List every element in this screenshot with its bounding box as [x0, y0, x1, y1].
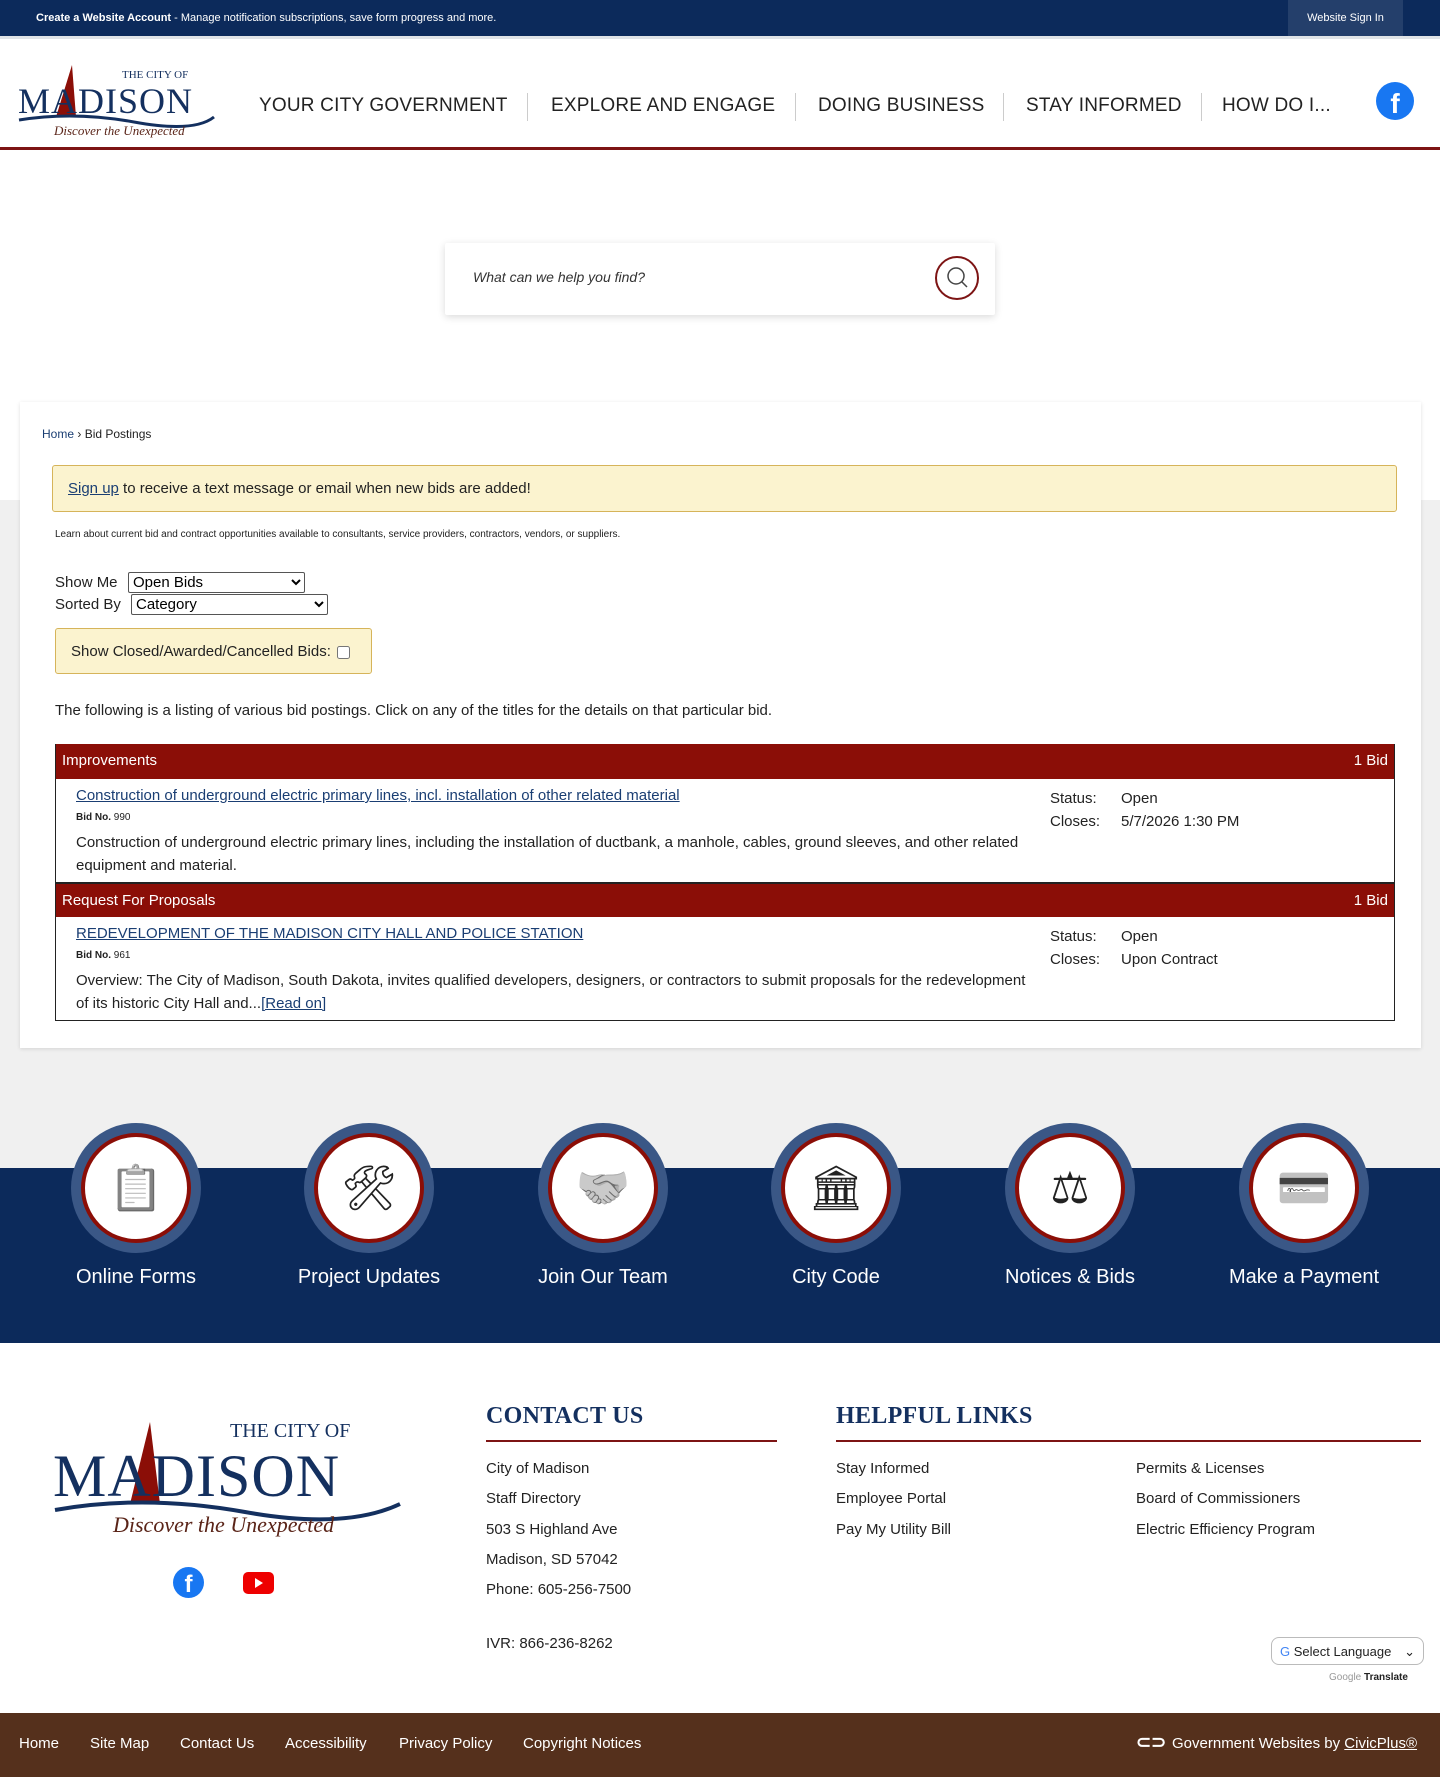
ivr-number: IVR: 866-236-8262: [486, 1635, 613, 1652]
helpful-links-heading: HELPFUL LINKS: [836, 1403, 1033, 1429]
bid-status-values: [1121, 787, 1239, 833]
breadcrumb-current: Bid Postings: [84, 427, 152, 441]
logo-name: MADISON: [18, 81, 194, 121]
show-closed-checkbox[interactable]: [337, 646, 350, 659]
card-icon: 💳: [1276, 1164, 1332, 1213]
helpful-link[interactable]: Employee Portal: [836, 1490, 947, 1508]
logo-the-city-of: THE CITY OF: [230, 1420, 351, 1442]
read-on-link[interactable]: [Read on]: [261, 995, 327, 1012]
quick-link-label[interactable]: Join Our Team: [538, 1266, 668, 1288]
contact-us-heading: CONTACT US: [486, 1403, 644, 1429]
bid-row: [56, 917, 1394, 1020]
bid-status: Open: [1121, 790, 1158, 807]
quick-link-circle: [548, 1133, 658, 1243]
quick-links-band: [0, 1168, 1440, 1343]
civicplus-link[interactable]: CivicPlus®: [1344, 1735, 1418, 1752]
nav-divider: [1201, 93, 1202, 121]
quick-link-circle: [1249, 1133, 1359, 1243]
contact-item: Phone: 605-256-7500: [486, 1581, 632, 1599]
nav-explore-and-engage[interactable]: EXPLORE AND ENGAGE: [551, 95, 776, 116]
quick-link-label[interactable]: Project Updates: [297, 1266, 441, 1288]
helpful-link[interactable]: Board of Commissioners: [1136, 1490, 1301, 1508]
sign-up-link[interactable]: Sign up: [68, 480, 119, 497]
quick-link-make-a-payment[interactable]: [1239, 1123, 1369, 1253]
contact-item: 503 S Highland Ave: [486, 1520, 618, 1538]
quick-link-circle: [314, 1133, 424, 1243]
sorted-by-label: Sorted By: [55, 596, 121, 613]
footer-link[interactable]: Home: [19, 1735, 60, 1752]
bid-status-labels: Status: Closes:: [1050, 928, 1101, 968]
breadcrumb-separator: ›: [74, 427, 85, 441]
helpful-link[interactable]: Electric Efficiency Program: [1136, 1520, 1315, 1538]
quick-link-label[interactable]: Notices & Bids: [1004, 1266, 1136, 1288]
intro-text: Learn about current bid and contract opportunities available to consultants, service providers, contractors, vendors, or suppliers.: [55, 529, 621, 540]
website-sign-in-button[interactable]: Website Sign In: [1288, 0, 1403, 36]
nav-stay-informed[interactable]: STAY INFORMED: [1026, 95, 1182, 116]
civicplus-credit: Government Websites by CivicPlus®: [1172, 1735, 1418, 1752]
blueprint-icon: 🛠: [341, 1164, 397, 1213]
logo-tagline: Discover the Unexpected: [113, 1512, 335, 1537]
footer-logo: [45, 1372, 405, 1542]
select-language-label: Select Language: [1293, 1644, 1392, 1659]
quick-link-circle: [781, 1133, 891, 1243]
quick-link-label[interactable]: Online Forms: [75, 1266, 197, 1288]
breadcrumb: [42, 427, 151, 441]
gavel-icon: ⚖: [1050, 1163, 1090, 1213]
breadcrumb-home[interactable]: Home: [42, 427, 75, 441]
facebook-icon[interactable]: f: [1376, 82, 1414, 120]
helpful-link[interactable]: Pay My Utility Bill: [836, 1520, 952, 1538]
google-translate-credit[interactable]: Google Translate: [1329, 1672, 1408, 1683]
heading-underline: [486, 1440, 777, 1442]
logo-tagline: Discover the Unexpected: [54, 123, 185, 138]
clipboard-icon: 📋: [108, 1164, 164, 1213]
create-account-text: - Manage notification subscriptions, save form progress and more.: [171, 12, 497, 24]
youtube-icon[interactable]: [243, 1572, 274, 1594]
contact-item: City of Madison: [486, 1460, 590, 1477]
category-count: 1 Bid: [1353, 892, 1388, 909]
quick-link-city-code[interactable]: [771, 1123, 901, 1253]
create-account-link[interactable]: Create a Website Account: [36, 12, 172, 24]
banner-text: to receive a text message or email when new bids are added!: [118, 480, 531, 497]
nav-divider: [1003, 93, 1004, 121]
facebook-icon[interactable]: f: [173, 1567, 204, 1598]
quick-link-join-our-team[interactable]: [538, 1123, 668, 1253]
bid-status: Open: [1121, 928, 1158, 945]
show-closed-label: Show Closed/Awarded/Cancelled Bids:: [71, 643, 331, 660]
bid-status-labels: Status: Closes:: [1050, 790, 1101, 830]
category-name: Improvements: [62, 752, 158, 769]
contact-item[interactable]: Staff Directory: [486, 1490, 581, 1508]
quick-link-label[interactable]: Make a Payment: [1228, 1266, 1380, 1288]
handshake-icon: 🤝: [575, 1164, 631, 1213]
search-button[interactable]: [935, 256, 979, 300]
category-header: [56, 744, 1394, 779]
helpful-link[interactable]: Stay Informed: [836, 1460, 930, 1477]
quick-link-notices-bids[interactable]: [1005, 1123, 1135, 1253]
chevron-down-icon: ⌄: [1404, 1644, 1415, 1659]
bid-number: Bid No. 990: [76, 812, 131, 823]
search-input[interactable]: What can we help you find?: [473, 269, 645, 285]
helpful-link[interactable]: Permits & Licenses: [1136, 1460, 1265, 1477]
footer-link[interactable]: Privacy Policy: [399, 1735, 493, 1752]
signup-banner: [52, 465, 1397, 512]
civicplus-icon: ⊂⊃: [1136, 1732, 1167, 1752]
bid-description: Construction of underground electric primary lines, including the installation of ductbank, a manhole, cables, ground sleeves, and other related equipment and material.: [76, 834, 1019, 874]
footer-link[interactable]: Copyright Notices: [523, 1735, 642, 1752]
bid-listing-table: [55, 744, 1395, 1021]
category-header: [56, 882, 1394, 917]
site-header: [0, 36, 1440, 150]
nav-doing-business[interactable]: DOING BUSINESS: [818, 95, 985, 116]
bid-closes: Upon Contract: [1121, 951, 1218, 968]
footer-link[interactable]: Accessibility: [285, 1735, 367, 1752]
create-account-message[interactable]: [36, 12, 496, 24]
show-me-label: Show Me: [55, 574, 118, 591]
heading-underline: [836, 1440, 1421, 1442]
site-search[interactable]: [445, 243, 995, 315]
search-icon: [937, 258, 977, 298]
bid-closes: 5/7/2026 1:30 PM: [1121, 813, 1240, 830]
nav-divider: [527, 93, 528, 121]
show-me-select[interactable]: [128, 572, 305, 593]
quick-link-label[interactable]: City Code: [792, 1266, 880, 1288]
top-bar: [0, 0, 1440, 36]
quick-link-circle: [1015, 1133, 1125, 1243]
show-closed-box: [55, 628, 372, 674]
nav-your-city-government[interactable]: YOUR CITY GOVERNMENT: [259, 95, 508, 116]
quick-link-circle: [81, 1133, 191, 1243]
nav-divider: [795, 93, 796, 121]
footer-link[interactable]: Site Map: [90, 1735, 150, 1752]
footer-link[interactable]: Contact Us: [180, 1735, 255, 1752]
bid-title-link[interactable]: REDEVELOPMENT OF THE MADISON CITY HALL AND POLICE STATION: [76, 925, 584, 942]
bid-number: Bid No. 961: [76, 950, 131, 961]
listing-text: The following is a listing of various bid postings. Click on any of the titles for the details on that particular bid.: [55, 702, 773, 719]
bid-description: Overview: The City of Madison, South Dakota, invites qualified developers, designers, or contractors to submit proposals for the redevelopment of its historic City Hall and...[Read on]: [76, 972, 1026, 1012]
category-count: 1 Bid: [1353, 752, 1388, 769]
sorted-by-select[interactable]: [131, 594, 328, 615]
logo-name: MADISON: [53, 1443, 341, 1509]
contact-item: Madison, SD 57042: [486, 1550, 618, 1568]
quick-link-online-forms[interactable]: [71, 1123, 201, 1253]
bid-row: [56, 779, 1394, 882]
bottom-bar: [0, 1713, 1440, 1777]
bid-status-values: [1121, 925, 1218, 971]
site-logo[interactable]: [14, 45, 220, 145]
quick-link-project-updates[interactable]: [304, 1123, 434, 1253]
logo-the-city-of: THE CITY OF: [122, 69, 189, 81]
bid-title-link[interactable]: Construction of underground electric primary lines, incl. installation of other related material: [76, 787, 680, 804]
google-translate-icon: G: [1280, 1644, 1294, 1659]
nav-how-do-i[interactable]: HOW DO I...: [1222, 95, 1331, 116]
select-language-dropdown[interactable]: [1271, 1637, 1424, 1665]
building-icon: 🏛: [808, 1164, 864, 1213]
category-name: Request For Proposals: [62, 892, 216, 909]
